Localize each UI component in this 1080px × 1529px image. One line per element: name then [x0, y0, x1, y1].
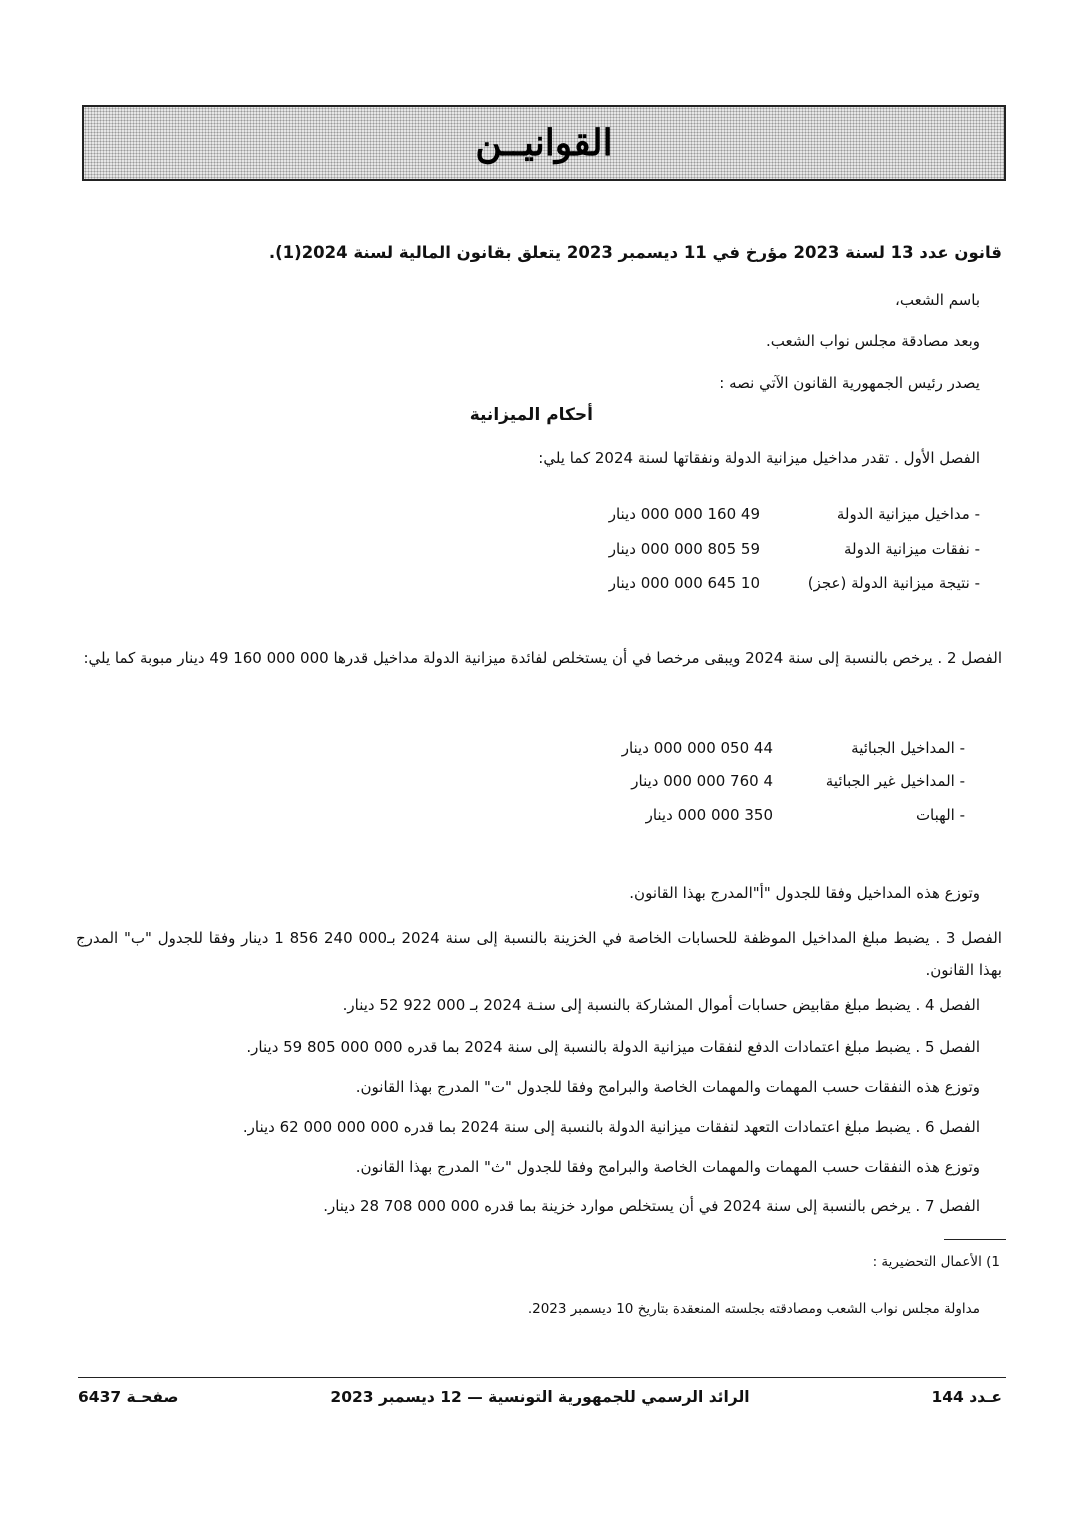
article-2-item-1-value: [622, 739, 773, 757]
law-title: قانون عدد 13 لسنة 2023 مؤرخ في 11 ديسمبر 2023 يتعلق بقانون المالية لسنة 2024(1).: [268, 243, 1002, 262]
footnote-text: مداولة مجلس نواب الشعب ومصادقته بجلسته المنعقدة بتاريخ 10 ديسمبر 2023.: [527, 1301, 980, 1317]
unit: دينار: [631, 772, 659, 790]
article-6-distribution: وتوزع هذه النفقات حسب المهمات والمهمات الخاصة والبرامج وفقا للجدول "ث" المدرج بهذا القانون.: [355, 1158, 980, 1176]
footer-issue: عـدد 144: [931, 1388, 1002, 1406]
unit: دينار: [608, 505, 636, 523]
article-2-item-3-value: [646, 806, 773, 824]
article-5-distribution: وتوزع هذه النفقات حسب المهمات والمهمات الخاصة والبرامج وفقا للجدول "ت" المدرج بهذا القانون.: [355, 1078, 980, 1096]
article-1-text: الفصل الأول . تقدر مداخيل ميزانية الدولة ونفقاتها لسنة 2024 كما يلي:: [538, 449, 980, 467]
footer-page-number: صفحـة 6437: [78, 1388, 179, 1406]
preamble-line-3: يصدر رئيس الجمهورية القانون الآتي نصه :: [719, 374, 980, 392]
article-1-item-2-value: [609, 540, 760, 558]
article-4-text: الفصل 4 . يضبط مبلغ مقابيض حسابات أموال المشاركة بالنسبة إلى سنـة 2024 بـ 000 922 52 دينار.: [342, 996, 980, 1014]
amount: 000 000 350: [677, 806, 773, 824]
amount: 000 000 645 10: [640, 574, 760, 592]
unit: دينار: [608, 574, 636, 592]
preamble-line-1: باسم الشعب،: [895, 291, 980, 309]
footer-divider: [78, 1377, 1006, 1378]
article-2-item-2-value: [631, 772, 773, 790]
article-2-item-3-label: - الهبات: [915, 806, 965, 824]
article-5-text: الفصل 5 . يضبط مبلغ اعتمادات الدفع لنفقات ميزانية الدولة بالنسبة إلى سنة 2024 بما قدره 000 000 805 59 دينار.: [246, 1038, 980, 1056]
article-1-item-1-label: - مداخيل ميزانية الدولة: [836, 505, 980, 523]
preamble-line-2: وبعد مصادقة مجلس نواب الشعب.: [766, 332, 980, 350]
article-1-item-3-value: [609, 574, 760, 592]
amount: 000 000 160 49: [640, 505, 760, 523]
unit: دينار: [645, 806, 673, 824]
amount: 000 000 050 44: [653, 739, 773, 757]
footnote-heading: 1) الأعمال التحضيرية :: [872, 1254, 1000, 1270]
article-2-text: الفصل 2 . يرخص بالنسبة إلى سنة 2024 ويبقى مرخصا في أن يستخلص لفائدة ميزانية الدولة مداخيل قدرها 000 000 160 49 دينار مبوبة كما يلي:: [83, 649, 1002, 667]
article-7-text: الفصل 7 . يرخص بالنسبة إلى سنة 2024 في أن يستخلص موارد خزينة بما قدره 000 000 708 28 دينار.: [323, 1197, 980, 1215]
unit: دينار: [621, 739, 649, 757]
amount: 000 000 805 59: [640, 540, 760, 558]
footnote-divider: [944, 1239, 1006, 1240]
unit: دينار: [608, 540, 636, 558]
footer-journal: الرائد الرسمي للجمهورية التونسية — 12 ديسمبر 2023: [330, 1388, 750, 1406]
article-1-item-3-label: - نتيجة ميزانية الدولة (عجز): [807, 574, 980, 592]
article-1-item-2-label: - نفقات ميزانية الدولة: [844, 540, 980, 558]
article-2-item-1-label: - المداخيل الجبائية: [851, 739, 965, 757]
article-1-item-1-value: [609, 505, 760, 523]
banner-title: القوانيــن: [475, 122, 613, 164]
article-2-distribution: وتوزع هذه المداخيل وفقا للجدول "أ"المدرج بهذا القانون.: [629, 884, 980, 902]
article-3-text: الفصل 3 . يضبط مبلغ المداخيل الموظفة للحسابات الخاصة في الخزينة بالنسبة إلى سنة 2024 بـ000 240 856 1 دينار وفقا للجدول "ب" المدرج بهذا القانون.: [76, 929, 1002, 979]
section-heading: أحكام الميزانية: [469, 405, 593, 425]
amount: 000 000 760 4: [663, 772, 773, 790]
article-2-item-2-label: - المداخيل غير الجبائية: [825, 772, 965, 790]
section-banner: [82, 105, 1006, 181]
article-6-text: الفصل 6 . يضبط مبلغ اعتمادات التعهد لنفقات ميزانية الدولة بالنسبة إلى سنة 2024 بما قدره 000 000 000 62 دينار.: [242, 1118, 980, 1136]
